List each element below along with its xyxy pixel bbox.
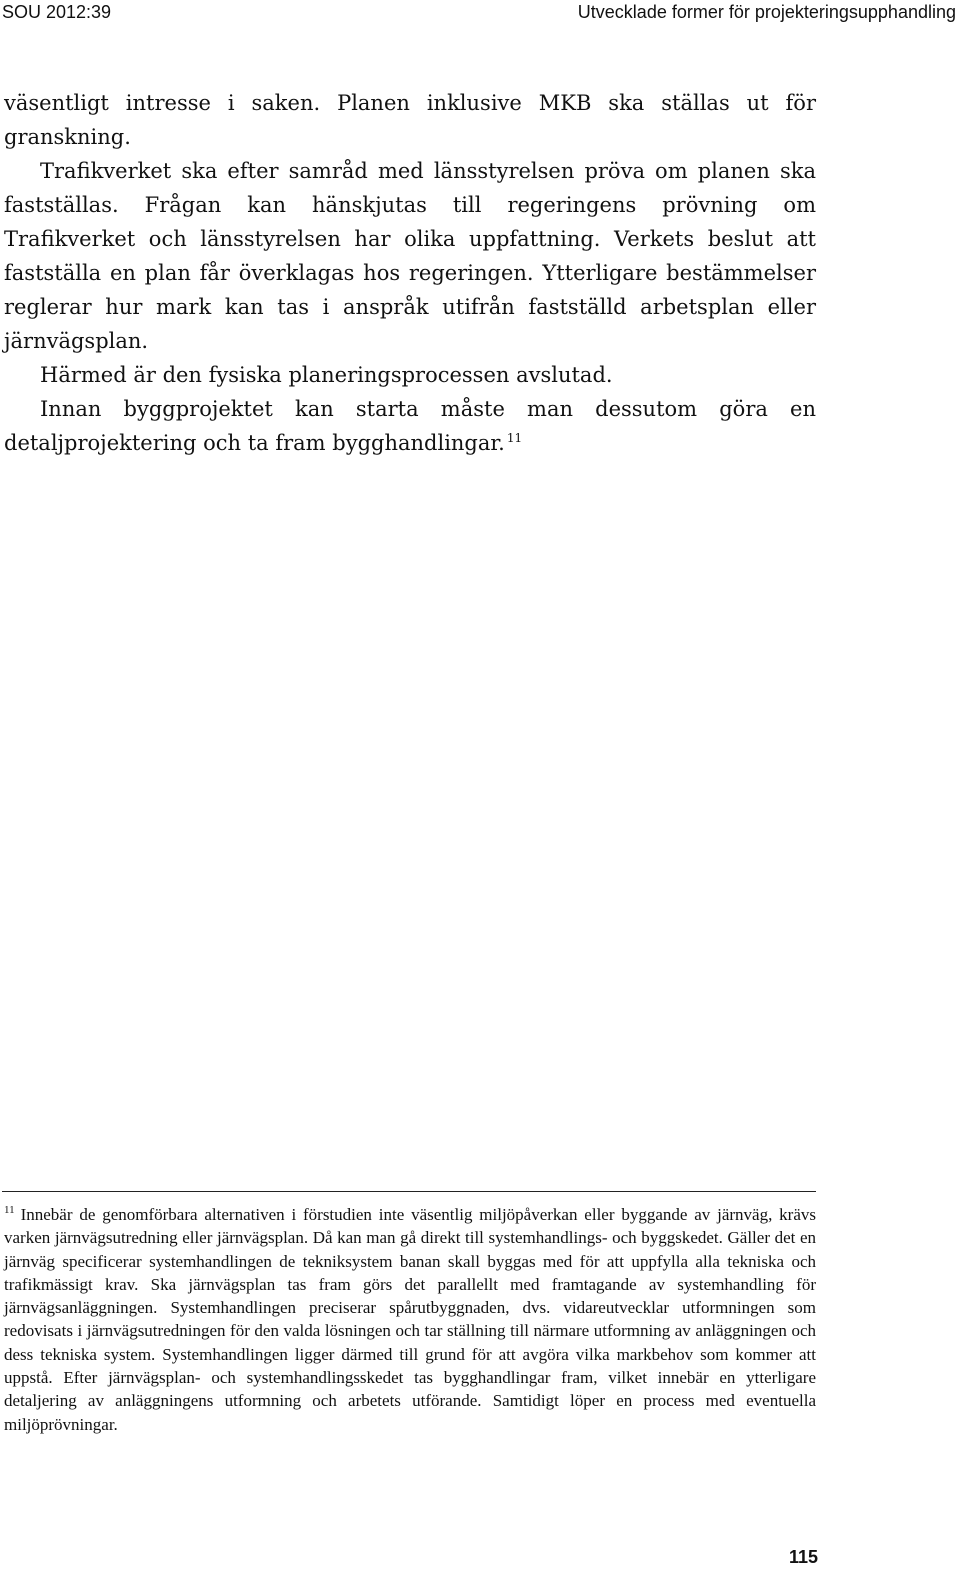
paragraph-2: Trafikverket ska efter samråd med länsstyrelsen pröva om planen ska fastställas. Frågan kan hänskjutas till regeringens prövning om Trafikverket och länsstyrelsen har olika uppfattning. Verkets beslut att fastställa en plan får överklagas hos regeringen. Ytterligare bestämmelser reglerar hur mark kan tas i anspråk utifrån fastställd arbetsplan eller järnvägsplan. — [4, 159, 816, 353]
footnote-number: 11 — [4, 1204, 15, 1217]
paragraph-3: Härmed är den fysiska planeringsprocessen avslutad. — [40, 363, 613, 387]
body-text — [4, 86, 816, 460]
paragraph-4-text: Innan byggprojektet kan starta måste man dessutom göra en detaljprojektering och ta fram bygghandlingar. — [4, 397, 816, 455]
report-title: Utvecklade former för projekteringsupphandling — [577, 2, 956, 22]
footnote-reference[interactable]: 11 — [506, 431, 523, 445]
page-number: 115 — [788, 1547, 818, 1567]
paragraph-1: väsentligt intresse i saken. Planen inklusive MKB ska ställas ut för granskning. — [4, 91, 816, 149]
footnote-text: Innebär de genomförbara alternativen i förstudien inte väsentlig miljöpåverkan eller byggande av järnväg, krävs varken järnvägsutredning eller järnvägsplan. Då kan man gå direkt till systemhandlings- och byggskedet. Gäller det en järnväg specificerar systemhandlingen de tekniksystem banan skall byggas med för att uppfylla alla tekniska och trafikmässigt krav. Ska järnvägsplan tas fram görs det parallellt med framtagande av systemhandling för järnvägsanläggningen. Systemhandlingen preciserar spårutbyggnaden, dvs. vidareutvecklar utformningen som redovisats i järnvägsutredningen för den valda lösningen och tar ställning till närmare utformning av anläggningen och dess tekniska system. Systemhandlingen ligger därmed till grund för att avgöra vilka markbehov som kommer att uppstå. Efter järnvägsplan- och systemhandlingsskedet tas bygghandlingar fram, vilket innebär en ytterligare detaljering av anläggningens utformning och arbetets utförande. Samtidigt löper en process med eventuella miljöprövningar. — [4, 1205, 816, 1434]
paragraph-4 — [4, 392, 816, 460]
report-id: SOU 2012:39 — [2, 2, 112, 22]
page-header — [0, 0, 960, 30]
footnote-divider — [2, 1191, 816, 1192]
footnote-11 — [4, 1203, 816, 1436]
